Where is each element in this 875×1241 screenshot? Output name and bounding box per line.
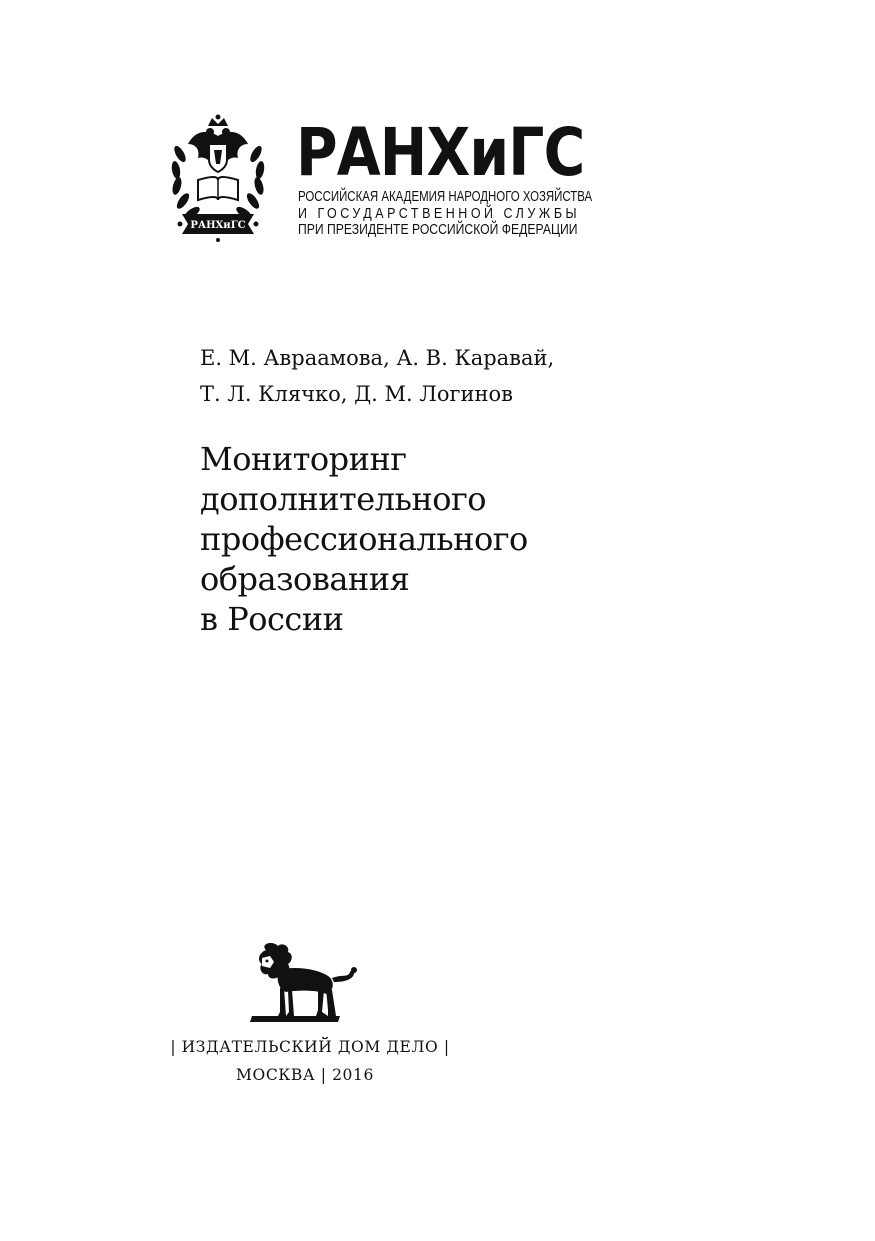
ranepa-emblem: [168, 114, 268, 242]
emblem-banner-text: РАНХиГС: [190, 220, 246, 231]
publisher-lion-logo: [248, 940, 360, 1028]
book-title-line: Мониторинг: [200, 440, 407, 478]
org-abbreviation: РАНХиГС: [296, 114, 585, 191]
authors-line: Т. Л. Клячко, Д. М. Логинов: [200, 382, 513, 406]
book-title-line: дополнительного: [200, 480, 487, 518]
book-title-line: профессионального: [200, 520, 528, 558]
book-title-line: образования: [200, 560, 410, 598]
book-title: [200, 439, 528, 639]
authors-line: Е. М. Авраамова, А. В. Каравай,: [200, 346, 555, 370]
publisher-city-year: МОСКВА | 2016: [236, 1066, 374, 1084]
org-fullname-line-1: РОССИЙСКАЯ АКАДЕМИЯ НАРОДНОГО ХОЗЯЙСТВА: [298, 189, 593, 205]
publisher-name: | ИЗДАТЕЛЬСКИЙ ДОМ ДЕЛО |: [170, 1038, 450, 1056]
org-fullname-line-3: ПРИ ПРЕЗИДЕНТЕ РОССИЙСКОЙ ФЕДЕРАЦИИ: [298, 222, 578, 238]
authors: [200, 340, 554, 412]
book-title-line: в России: [200, 600, 344, 638]
org-fullname-line-2: И ГОСУДАРСТВЕННОЙ СЛУЖБЫ: [298, 206, 581, 222]
